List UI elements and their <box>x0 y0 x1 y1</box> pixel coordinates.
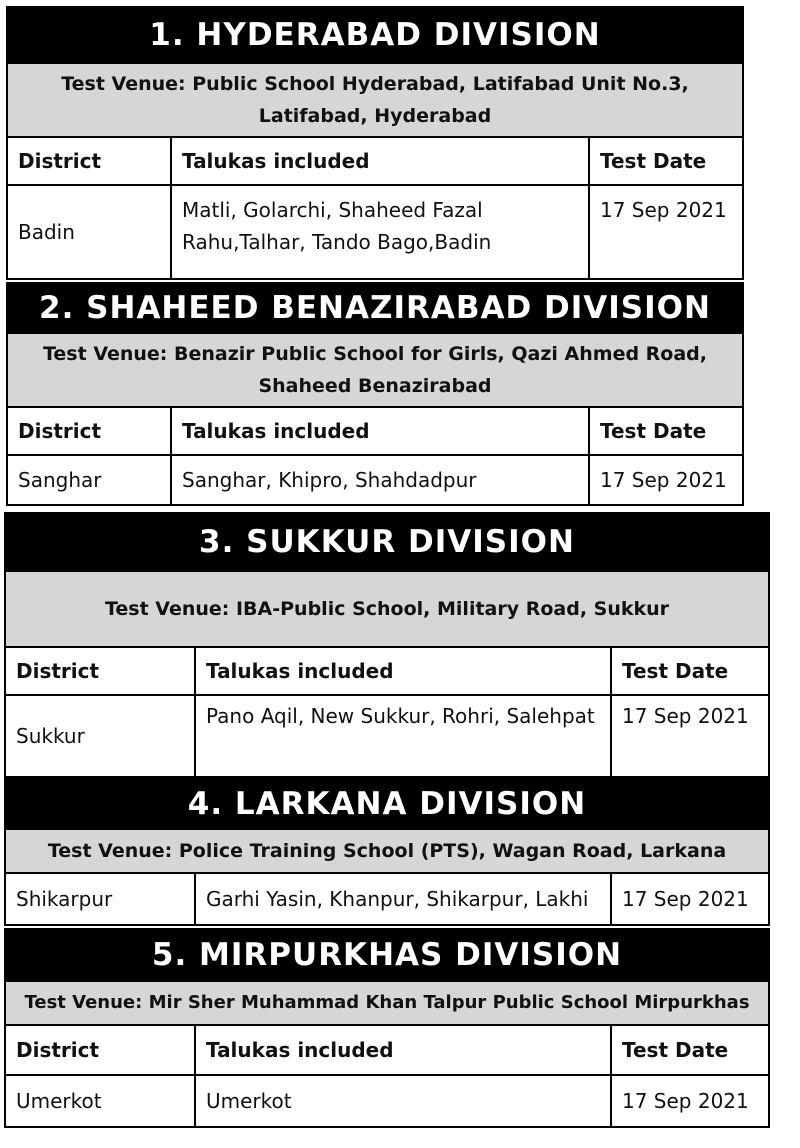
division-section-larkana <box>4 778 770 926</box>
table-header-row <box>4 648 770 696</box>
district-header: District <box>18 419 102 443</box>
table-header-row <box>4 1026 770 1076</box>
test-date-cell: 17 Sep 2021 <box>610 874 768 924</box>
talukas-header: Talukas included <box>194 1026 610 1074</box>
table-row <box>4 874 770 926</box>
test-date-cell: 17 Sep 2021 <box>588 186 742 278</box>
district-cell: Shikarpur <box>16 887 113 911</box>
test-date-header: Test Date <box>610 1026 768 1074</box>
test-venue: Test Venue: IBA-Public School, Military Road, Sukkur <box>4 572 770 648</box>
test-date-header: Test Date <box>610 648 768 694</box>
district-cell: Umerkot <box>16 1089 102 1113</box>
test-date-cell: 17 Sep 2021 <box>588 456 742 504</box>
table-row <box>4 1076 770 1128</box>
test-date-header: Test Date <box>588 408 742 454</box>
table-row <box>4 696 770 778</box>
table-header-row <box>6 408 744 456</box>
talukas-cell: Pano Aqil, New Sukkur, Rohri, Salehpat <box>194 696 610 776</box>
talukas-header: Talukas included <box>170 408 588 454</box>
district-cell: Sukkur <box>16 724 85 748</box>
division-title: 4. LARKANA DIVISION <box>4 778 770 830</box>
test-venue: Test Venue: Public School Hyderabad, Latifabad Unit No.3, Latifabad, Hyderabad <box>6 64 744 138</box>
talukas-cell: Umerkot <box>194 1076 610 1126</box>
table-row <box>6 456 744 506</box>
division-section-mirpurkhas <box>4 928 770 1128</box>
table-row <box>6 186 744 280</box>
division-title: 1. HYDERABAD DIVISION <box>6 6 744 64</box>
division-section-hyderabad <box>6 6 744 280</box>
test-date-cell: 17 Sep 2021 <box>610 1076 768 1126</box>
district-header: District <box>16 1038 100 1062</box>
division-title: 2. SHAHEED BENAZIRABAD DIVISION <box>6 282 744 334</box>
test-venue: Test Venue: Police Training School (PTS), Wagan Road, Larkana <box>4 830 770 874</box>
district-header: District <box>16 659 100 683</box>
division-title: 5. MIRPURKHAS DIVISION <box>4 928 770 982</box>
talukas-cell: Sanghar, Khipro, Shahdadpur <box>170 456 588 504</box>
table-header-row <box>6 138 744 186</box>
division-section-sukkur <box>4 512 770 778</box>
district-cell: Badin <box>18 220 75 244</box>
test-venue: Test Venue: Benazir Public School for Girls, Qazi Ahmed Road, Shaheed Benazirabad <box>6 334 744 408</box>
test-venue: Test Venue: Mir Sher Muhammad Khan Talpur Public School Mirpurkhas <box>4 982 770 1026</box>
talukas-cell: Matli, Golarchi, Shaheed Fazal Rahu,Talhar, Tando Bago,Badin <box>170 186 588 278</box>
talukas-cell: Garhi Yasin, Khanpur, Shikarpur, Lakhi <box>194 874 610 924</box>
division-title: 3. SUKKUR DIVISION <box>4 512 770 572</box>
district-header: District <box>18 149 102 173</box>
division-section-shaheed-benazirabad <box>6 282 744 506</box>
talukas-header: Talukas included <box>170 138 588 184</box>
talukas-header: Talukas included <box>194 648 610 694</box>
district-cell: Sanghar <box>18 468 102 492</box>
test-date-header: Test Date <box>588 138 742 184</box>
test-date-cell: 17 Sep 2021 <box>610 696 768 776</box>
